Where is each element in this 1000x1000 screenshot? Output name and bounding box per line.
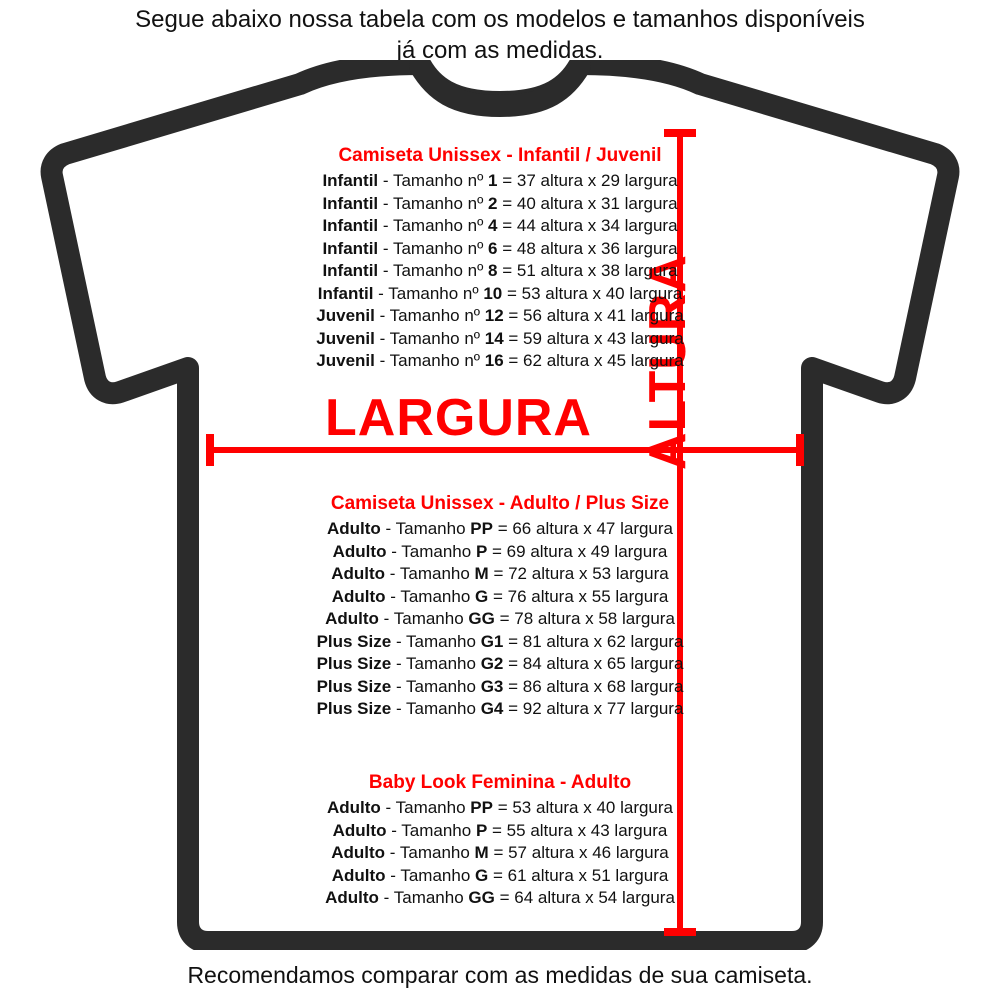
size-row-size: 12 — [484, 306, 504, 325]
size-row-size: PP — [470, 519, 493, 538]
size-row-size: 1 — [488, 171, 498, 190]
block-title-babylook: Baby Look Feminina - Adulto — [368, 772, 632, 793]
size-row-label: Infantil — [322, 193, 379, 213]
size-row-size: G3 — [480, 676, 504, 696]
size-row — [0, 305, 1000, 328]
size-row-value: = 51 altura x 38 largura — [502, 261, 678, 280]
size-row-label: Adulto — [325, 888, 379, 907]
size-row-label: Adulto — [331, 564, 386, 583]
size-row-value: = 62 altura x 45 largura — [508, 351, 684, 370]
header-text — [0, 4, 1000, 66]
size-row-value: = 61 altura x 51 largura — [492, 865, 669, 885]
size-row-prefix: - Tamanho nº — [378, 283, 479, 303]
size-row-size: G1 — [480, 631, 504, 651]
size-row-prefix: - Tamanho — [389, 843, 470, 862]
size-row-prefix: - Tamanho — [391, 541, 472, 561]
size-row-size: 10 — [483, 283, 503, 303]
size-row-value: = 76 altura x 55 largura — [492, 586, 669, 606]
size-row — [0, 518, 1000, 541]
size-row-label: Juvenil — [316, 328, 375, 348]
block-babylook — [0, 771, 1000, 910]
size-row-label: Plus Size — [316, 631, 392, 651]
size-row-size: G — [475, 865, 489, 885]
size-row-prefix: - Tamanho nº — [379, 351, 481, 370]
size-row-label: Juvenil — [316, 306, 375, 325]
size-row-value: = 92 altura x 77 largura — [508, 699, 684, 718]
size-row-label: Adulto — [325, 609, 379, 628]
size-row-label: Adulto — [332, 541, 387, 561]
size-row-value: = 53 altura x 40 largura — [497, 798, 674, 817]
size-row-value: = 40 altura x 31 largura — [502, 193, 678, 213]
block-adulto — [0, 492, 1000, 721]
size-row-prefix: - Tamanho — [383, 888, 464, 907]
size-row-size: 8 — [488, 261, 498, 280]
header-line-2: já com as medidas. — [396, 37, 604, 64]
size-row-prefix: - Tamanho — [385, 798, 466, 817]
size-row — [0, 350, 1000, 373]
size-row-value: = 56 altura x 41 largura — [508, 306, 684, 325]
size-row-size: GG — [468, 609, 495, 628]
size-row-label: Adulto — [326, 798, 381, 817]
size-row-value: = 53 altura x 40 largura — [506, 283, 683, 303]
block-title-infantil: Camiseta Unissex - Infantil / Juvenil — [338, 145, 662, 166]
size-row — [0, 283, 1000, 306]
block-title-adulto: Camiseta Unissex - Adulto / Plus Size — [330, 493, 670, 514]
footer-text: Recomendamos comparar com as medidas de sua camiseta. — [187, 962, 813, 988]
size-row — [0, 193, 1000, 216]
size-row-label: Juvenil — [316, 351, 375, 370]
size-row-value: = 86 altura x 68 largura — [508, 676, 684, 696]
size-row — [0, 676, 1000, 699]
size-row-prefix: - Tamanho — [390, 865, 471, 885]
size-row-value: = 37 altura x 29 largura — [502, 171, 678, 190]
size-row-label: Adulto — [326, 519, 381, 538]
size-row-size: G — [475, 586, 489, 606]
size-row-label: Adulto — [332, 820, 387, 840]
size-row-label: Plus Size — [316, 654, 392, 673]
size-row-prefix: - Tamanho — [391, 820, 472, 840]
size-row-value: = 66 altura x 47 largura — [497, 519, 674, 538]
size-row — [0, 215, 1000, 238]
size-row-prefix: - Tamanho nº — [382, 216, 484, 235]
size-row-size: 6 — [488, 238, 498, 258]
size-row-prefix: - Tamanho nº — [379, 306, 481, 325]
size-row-prefix: - Tamanho — [395, 631, 476, 651]
size-row — [0, 541, 1000, 564]
size-row-value: = 84 altura x 65 largura — [508, 654, 684, 673]
size-row-prefix: - Tamanho — [385, 519, 466, 538]
size-row — [0, 842, 1000, 865]
size-row-value: = 72 altura x 53 largura — [493, 564, 669, 583]
size-row-value: = 44 altura x 34 largura — [502, 216, 678, 235]
size-row — [0, 797, 1000, 820]
size-row — [0, 698, 1000, 721]
size-row-size: P — [475, 820, 488, 840]
size-row-value: = 55 altura x 43 largura — [492, 820, 668, 840]
size-row-prefix: - Tamanho nº — [382, 171, 484, 190]
size-row-label: Infantil — [322, 216, 379, 235]
size-row-prefix: - Tamanho nº — [382, 193, 484, 213]
size-row-value: = 78 altura x 58 largura — [499, 609, 675, 628]
size-row-prefix: - Tamanho nº — [379, 328, 481, 348]
size-row-size: G4 — [480, 699, 504, 718]
size-row-prefix: - Tamanho — [389, 564, 470, 583]
size-row — [0, 887, 1000, 910]
size-row — [0, 653, 1000, 676]
size-row-size: GG — [468, 888, 495, 907]
size-row-prefix: - Tamanho — [383, 609, 464, 628]
size-row-size: M — [474, 564, 489, 583]
size-row — [0, 631, 1000, 654]
size-row-size: 2 — [488, 193, 498, 213]
size-row-value: = 59 altura x 43 largura — [508, 328, 684, 348]
size-row — [0, 608, 1000, 631]
size-row-label: Adulto — [331, 843, 386, 862]
size-row-value: = 57 altura x 46 largura — [493, 843, 669, 862]
size-row — [0, 170, 1000, 193]
size-row — [0, 865, 1000, 888]
size-row-label: Plus Size — [316, 676, 392, 696]
size-row-label: Infantil — [317, 283, 374, 303]
size-row-label: Infantil — [322, 261, 379, 280]
size-row-label: Adulto — [331, 586, 386, 606]
size-row-size: 14 — [484, 328, 504, 348]
size-row-prefix: - Tamanho — [390, 586, 471, 606]
size-row-value: = 64 altura x 54 largura — [499, 888, 675, 907]
size-row-label: Infantil — [322, 238, 379, 258]
size-row-size: G2 — [480, 654, 504, 673]
block-infantil — [0, 144, 1000, 373]
header-line-1: Segue abaixo nossa tabela com os modelos e tamanhos disponíveis — [135, 6, 865, 33]
size-row-value: = 69 altura x 49 largura — [492, 541, 668, 561]
size-row-prefix: - Tamanho — [395, 676, 476, 696]
size-row-size: 16 — [484, 351, 504, 370]
size-row-value: = 48 altura x 36 largura — [502, 238, 678, 258]
size-row-label: Adulto — [331, 865, 386, 885]
size-row-size: M — [474, 843, 489, 862]
size-row-prefix: - Tamanho — [395, 699, 476, 718]
size-row-prefix: - Tamanho nº — [382, 261, 484, 280]
size-row — [0, 820, 1000, 843]
size-row-prefix: - Tamanho — [395, 654, 476, 673]
size-row-prefix: - Tamanho nº — [382, 238, 484, 258]
size-row — [0, 238, 1000, 261]
size-row — [0, 586, 1000, 609]
size-row — [0, 563, 1000, 586]
size-row-value: = 81 altura x 62 largura — [508, 631, 684, 651]
size-row-label: Plus Size — [316, 699, 392, 718]
size-row-label: Infantil — [322, 171, 379, 190]
size-row — [0, 328, 1000, 351]
size-row — [0, 260, 1000, 283]
size-row-size: P — [475, 541, 488, 561]
largura-label: LARGURA — [325, 389, 592, 447]
altura-label: ALTURA — [639, 254, 697, 470]
size-row-size: 4 — [488, 216, 498, 235]
size-row-size: PP — [470, 798, 493, 817]
